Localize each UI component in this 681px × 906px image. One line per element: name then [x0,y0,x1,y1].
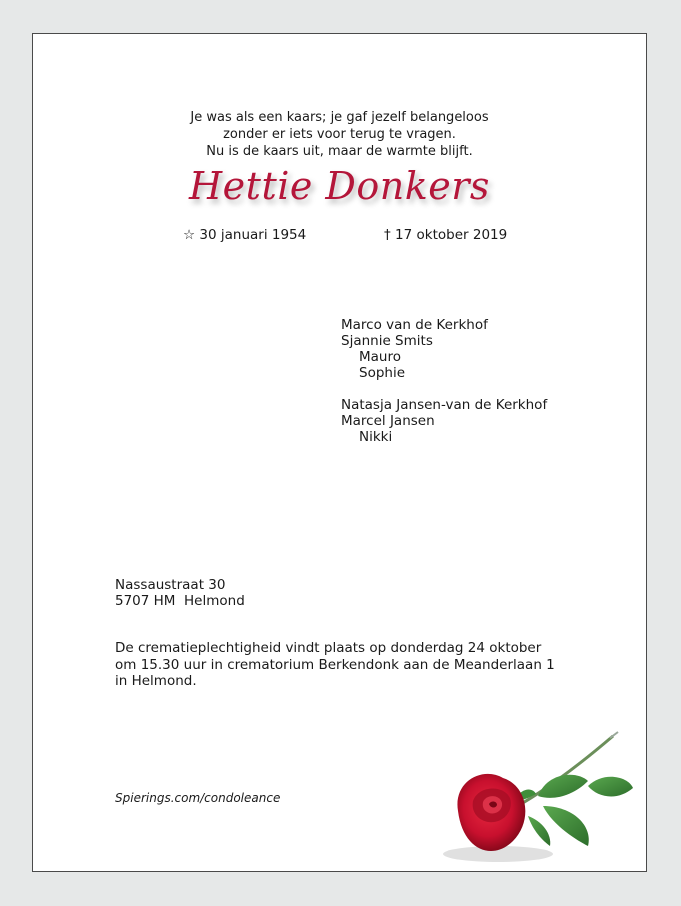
family-list [341,317,547,445]
family-member: Marcel Jansen [341,413,435,429]
service-line: De crematieplechtigheid vindt plaats op donderdag 24 oktober [115,640,542,656]
grandchild: Mauro [359,349,401,365]
red-rose-icon [438,726,638,875]
poem [33,109,646,160]
family-member: Marco van de Kerkhof [341,317,488,333]
condolence-link[interactable]: Spierings.com/condoleance [115,791,281,805]
deceased-name: Hettie Donkers [189,164,490,208]
address-city: 5707 HM Helmond [115,593,245,609]
poem-line: zonder er iets voor terug te vragen. [223,127,456,142]
poem-line: Je was als een kaars; je gaf jezelf belangeloos [190,110,489,125]
grandchild: Sophie [359,365,406,381]
obituary-card [32,33,647,872]
death-date: † 17 oktober 2019 [384,227,508,243]
service-line: in Helmond. [115,673,197,689]
poem-line: Nu is de kaars uit, maar de warmte blijft. [206,144,473,159]
family-member: Natasja Jansen-van de Kerkhof [341,397,548,413]
address-street: Nassaustraat 30 [115,577,226,593]
grandchild: Nikki [359,429,393,445]
family-member: Sjannie Smits [341,333,433,349]
birth-date: ☆ 30 januari 1954 [183,227,307,243]
service-line: om 15.30 uur in crematorium Berkendonk aan de Meanderlaan 1 [115,656,555,673]
correspondence-address [115,577,245,609]
service-details [115,640,555,690]
